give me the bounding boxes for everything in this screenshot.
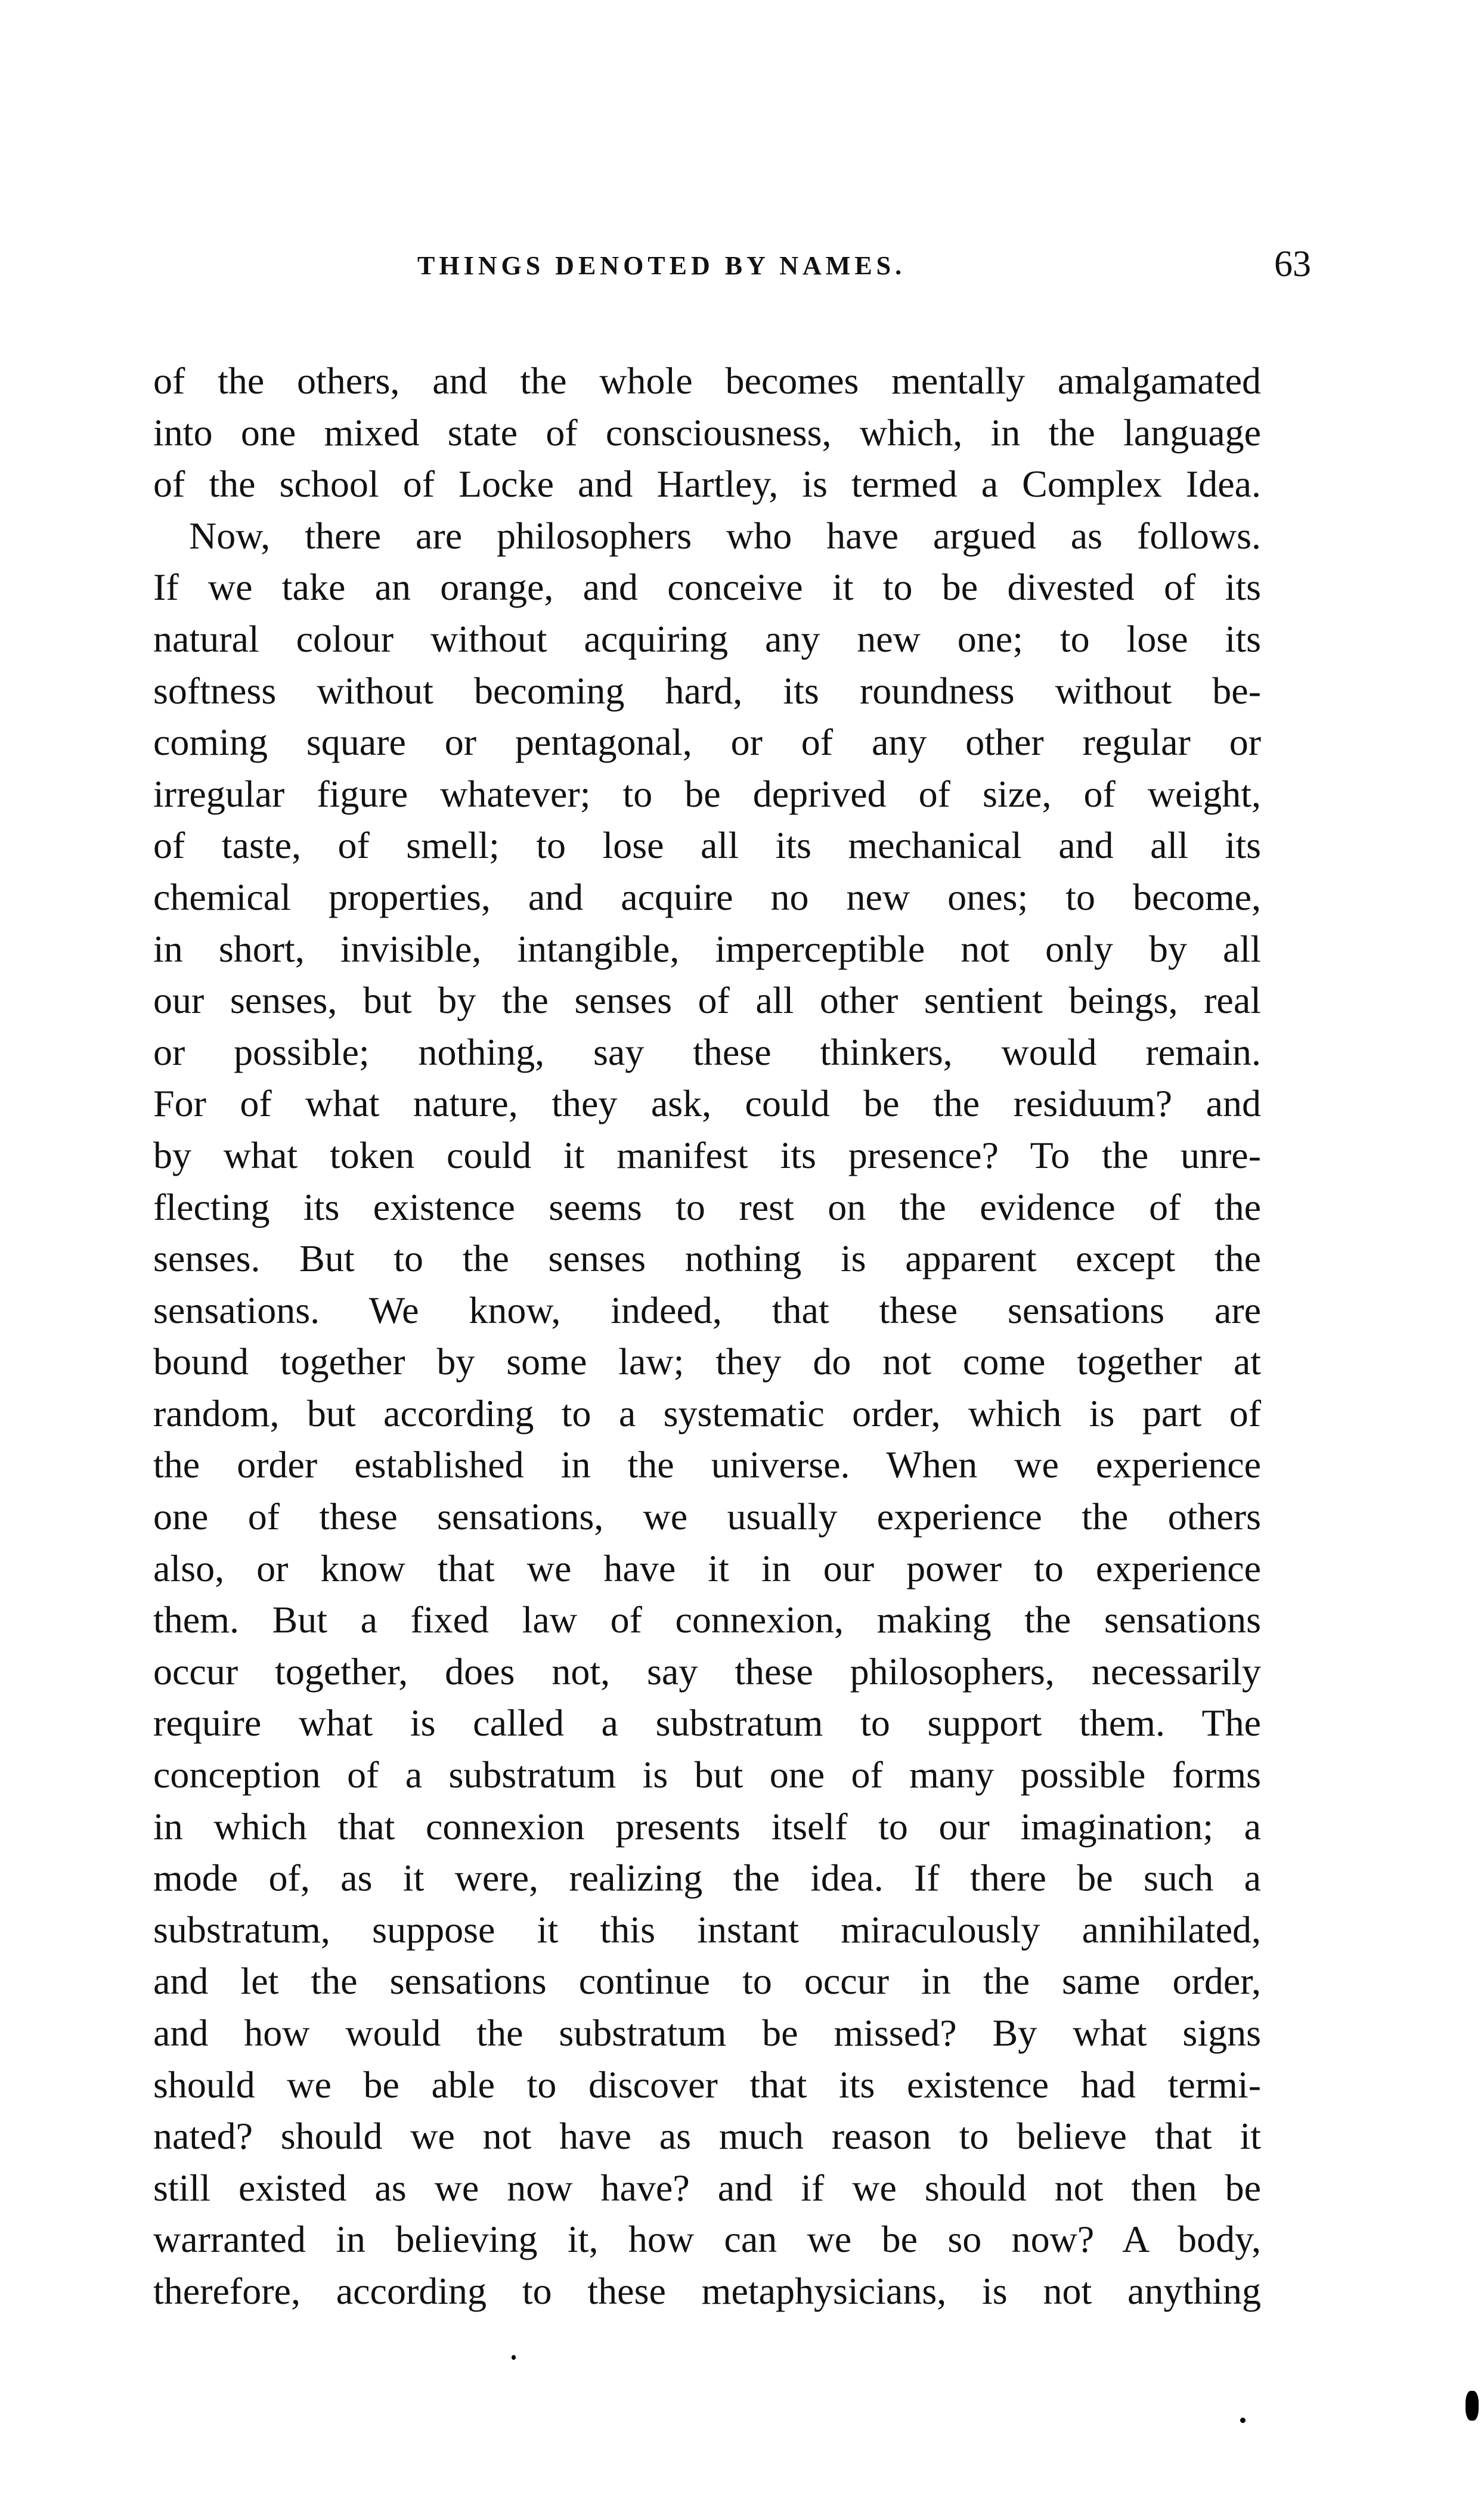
text-line: conception of a substratum is but one of many possible forms bbox=[153, 1753, 1261, 1796]
text-line: of the school of Locke and Hartley, is termed a Complex Idea. bbox=[153, 463, 1261, 506]
text-line: bound together by some law; they do not come together at bbox=[153, 1340, 1261, 1383]
page-number: 63 bbox=[1274, 244, 1311, 284]
scan-speck bbox=[1466, 2391, 1479, 2421]
text-line: and how would the substratum be missed? By what signs bbox=[153, 2012, 1261, 2054]
text-line: chemical properties, and acquire no new ones; to become, bbox=[153, 875, 1261, 918]
text-line: softness without becoming hard, its roundness without be- bbox=[153, 669, 1261, 712]
text-line: one of these sensations, we usually experience the others bbox=[153, 1495, 1261, 1538]
text-line: therefore, according to these metaphysicians, is not anything bbox=[153, 2269, 1261, 2312]
text-line: mode of, as it were, realizing the idea. If there be such a bbox=[153, 1857, 1261, 1900]
text-line: coming square or pentagonal, or of any other regular or bbox=[153, 721, 1261, 764]
scan-speck bbox=[1240, 2418, 1246, 2423]
text-line: in which that connexion presents itself to our imagination; a bbox=[153, 1805, 1261, 1848]
text-line: occur together, does not, say these philosophers, necessarily bbox=[153, 1650, 1261, 1693]
text-line: substratum, suppose it this instant miraculously annihilated, bbox=[153, 1908, 1261, 1951]
page-header bbox=[417, 244, 1312, 298]
text-line: them. But a fixed law of connexion, making the sensations bbox=[153, 1598, 1261, 1641]
text-line: If we take an orange, and conceive it to be divested of its bbox=[153, 566, 1261, 609]
body-text bbox=[153, 355, 1261, 2317]
text-line: also, or know that we have it in our power to experience bbox=[153, 1547, 1261, 1590]
running-title: THINGS DENOTED BY NAMES. bbox=[417, 251, 906, 280]
text-line: the order established in the universe. When we experience bbox=[153, 1443, 1261, 1486]
text-line: random, but according to a systematic order, which is part of bbox=[153, 1392, 1261, 1434]
text-line: our senses, but by the senses of all other sentient beings, real bbox=[153, 979, 1261, 1022]
text-line: by what token could it manifest its presence? To the unre- bbox=[153, 1133, 1261, 1176]
text-line: warranted in believing it, how can we be so now? A body, bbox=[153, 2218, 1261, 2261]
text-line: and let the sensations continue to occur in the same order, bbox=[153, 1960, 1261, 2003]
text-line: of the others, and the whole becomes mentally amalgamated bbox=[153, 360, 1261, 402]
text-line: require what is called a substratum to support them. The bbox=[153, 1702, 1261, 1745]
text-line: of taste, of smell; to lose all its mechanical and all its bbox=[153, 824, 1261, 867]
text-line: in short, invisible, intangible, imperceptible not only by all bbox=[153, 927, 1261, 970]
text-line: natural colour without acquiring any new one; to lose its bbox=[153, 617, 1261, 660]
text-line: Now, there are philosophers who have argued as follows. bbox=[189, 514, 1261, 557]
text-line: should we be able to discover that its existence had termi- bbox=[153, 2063, 1261, 2106]
scan-speck bbox=[512, 2355, 516, 2360]
text-line: irregular figure whatever; to be deprived of size, of weight, bbox=[153, 772, 1261, 815]
text-line: sensations. We know, indeed, that these sensations are bbox=[153, 1288, 1261, 1331]
text-line: into one mixed state of consciousness, which, in the language bbox=[153, 411, 1261, 454]
text-line: nated? should we not have as much reason to believe that it bbox=[153, 2115, 1261, 2158]
text-line: senses. But to the senses nothing is apparent except the bbox=[153, 1237, 1261, 1280]
text-line: or possible; nothing, say these thinkers, would remain. bbox=[153, 1030, 1261, 1073]
text-line: flecting its existence seems to rest on the evidence of the bbox=[153, 1185, 1261, 1228]
text-line: still existed as we now have? and if we should not then be bbox=[153, 2166, 1261, 2209]
text-line: For of what nature, they ask, could be the residuum? and bbox=[153, 1082, 1261, 1125]
